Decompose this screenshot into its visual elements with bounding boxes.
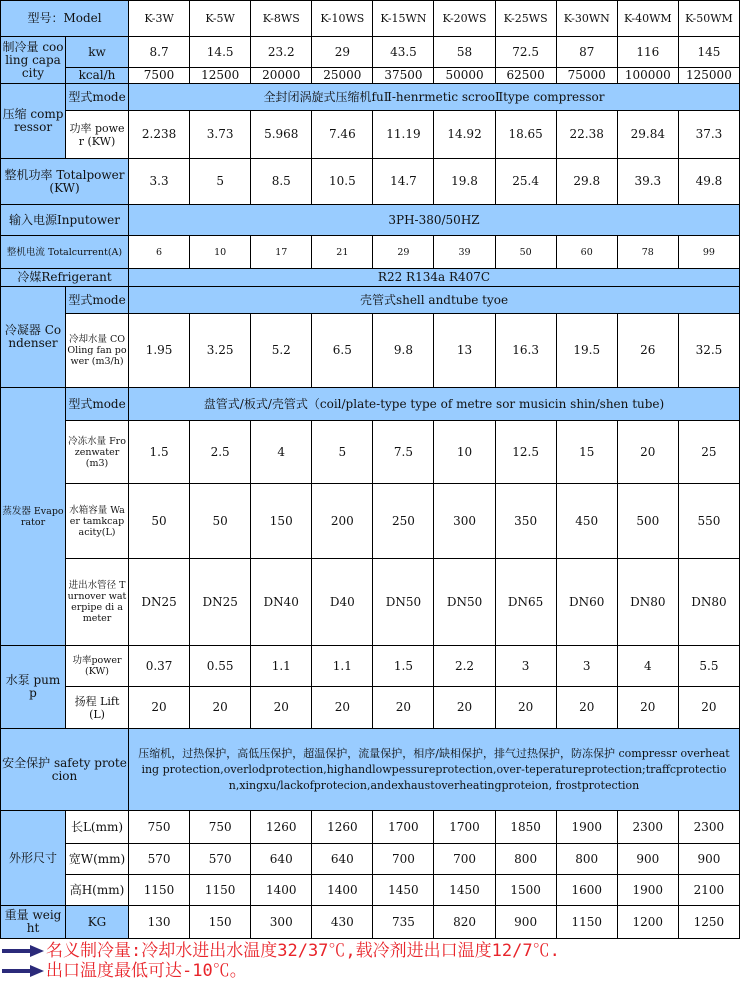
row-label: 整机电流 Totalcurrent(A)	[1, 236, 129, 269]
value-cell: 1700	[373, 811, 434, 844]
value-cell: 11.19	[373, 111, 434, 159]
note-text: 名义制冷量:冷却水进出水温度32/37℃,载冷剂进出口温度12/7℃.	[46, 941, 560, 961]
value-cell: 15	[556, 421, 617, 484]
value-cell: 43.5	[373, 37, 434, 68]
model-header: K-40WM	[617, 1, 678, 37]
value-cell: 116	[617, 37, 678, 68]
row-label: 型号：Model	[1, 1, 129, 37]
input-power-row	[1, 205, 740, 236]
value-cell: 16.3	[495, 314, 556, 388]
condenser-mode-row	[1, 287, 740, 314]
value-cell: 1400	[312, 875, 373, 906]
value-cell: 750	[129, 811, 190, 844]
value-cell: 1400	[251, 875, 312, 906]
row-label: 制冷量 cooling capacity	[1, 37, 66, 84]
value-cell: 450	[556, 484, 617, 559]
value-cell: 20000	[251, 68, 312, 84]
height-row	[1, 875, 740, 906]
model-header: K-30WN	[556, 1, 617, 37]
value-cell: 18.65	[495, 111, 556, 159]
value-cell: 200	[312, 484, 373, 559]
value-cell: DN80	[678, 559, 739, 646]
value-cell: 12500	[190, 68, 251, 84]
value-cell: 3	[495, 646, 556, 687]
value-cell: 5	[312, 421, 373, 484]
compressor-mode-row	[1, 84, 740, 111]
sub-label: 型式mode	[66, 84, 129, 111]
sub-label: 宽W(mm)	[66, 844, 129, 875]
value-cell: 1200	[617, 906, 678, 939]
value-cell: 37500	[373, 68, 434, 84]
value-cell: 20	[556, 687, 617, 729]
value-cell: 1900	[556, 811, 617, 844]
value-cell: 5.968	[251, 111, 312, 159]
value-cell: DN80	[617, 559, 678, 646]
value-cell: 6	[129, 236, 190, 269]
condenser-water-row	[1, 314, 740, 388]
span-value: 全封闭涡旋式压缩机fuⅡ-henrmetic scrooⅡtype compressor	[129, 84, 740, 111]
value-cell: DN65	[495, 559, 556, 646]
value-cell: 570	[129, 844, 190, 875]
value-cell: 39.3	[617, 159, 678, 205]
value-cell: 49.8	[678, 159, 739, 205]
value-cell: 3.3	[129, 159, 190, 205]
compressor-power-row	[1, 111, 740, 159]
pump-power-row	[1, 646, 740, 687]
value-cell: 1450	[434, 875, 495, 906]
span-value: 盘管式/板式/壳管式（coil/plate-type type of metre sor musicin shin/shen tube)	[129, 388, 740, 421]
sub-label: 型式mode	[66, 388, 129, 421]
sub-label: 功率 power (KW)	[66, 111, 129, 159]
value-cell: 19.8	[434, 159, 495, 205]
value-cell: 14.7	[373, 159, 434, 205]
safety-row	[1, 729, 740, 811]
value-cell: 250	[373, 484, 434, 559]
value-cell: 50	[190, 484, 251, 559]
value-cell: 145	[678, 37, 739, 68]
value-cell: 1900	[617, 875, 678, 906]
value-cell: 23.2	[251, 37, 312, 68]
value-cell: 100000	[617, 68, 678, 84]
value-cell: 1600	[556, 875, 617, 906]
value-cell: 39	[434, 236, 495, 269]
value-cell: 19.5	[556, 314, 617, 388]
value-cell: 800	[556, 844, 617, 875]
value-cell: DN25	[129, 559, 190, 646]
value-cell: 150	[190, 906, 251, 939]
row-label: 重量 weight	[1, 906, 66, 939]
width-row	[1, 844, 740, 875]
value-cell: 1150	[129, 875, 190, 906]
value-cell: 1700	[434, 811, 495, 844]
value-cell: 20	[678, 687, 739, 729]
value-cell: 37.3	[678, 111, 739, 159]
model-row	[1, 1, 740, 37]
value-cell: 87	[556, 37, 617, 68]
value-cell: DN40	[251, 559, 312, 646]
value-cell: 2.2	[434, 646, 495, 687]
model-header: K-15WN	[373, 1, 434, 37]
value-cell: 640	[251, 844, 312, 875]
value-cell: 7.5	[373, 421, 434, 484]
value-cell: 50000	[434, 68, 495, 84]
value-cell: 1250	[678, 906, 739, 939]
value-cell: 29.8	[556, 159, 617, 205]
value-cell: 20	[617, 421, 678, 484]
value-cell: 820	[434, 906, 495, 939]
value-cell: 800	[495, 844, 556, 875]
arrow-right-icon	[0, 965, 44, 977]
value-cell: 0.37	[129, 646, 190, 687]
value-cell: 1260	[251, 811, 312, 844]
value-cell: 735	[373, 906, 434, 939]
model-header: K-5W	[190, 1, 251, 37]
value-cell: 5	[190, 159, 251, 205]
value-cell: 900	[495, 906, 556, 939]
value-cell: 29.84	[617, 111, 678, 159]
value-cell: 20	[312, 687, 373, 729]
sub-label: 冷却水量 COOling fan power (m3/h)	[66, 314, 129, 388]
value-cell: 10	[434, 421, 495, 484]
value-cell: 1500	[495, 875, 556, 906]
value-cell: 10	[190, 236, 251, 269]
row-label: 压缩 comp ressor	[1, 84, 66, 159]
span-value: 压缩机，过热保护，高低压保护，超温保护，流量保护，相序/缺相保护，排气过热保护，防冻保护 compressr overheating protection,overlodprotection,highandlowpessureprotection,over-teperatureprotection;traffcprotection,xingxu/lackofprotecion,andexhaustoverheatingproteion, frostprotection	[129, 729, 740, 811]
value-cell: 8.5	[251, 159, 312, 205]
sub-label: 水箱容量 Waer tamkcapacity(L)	[66, 484, 129, 559]
span-value: 壳管式shell andtube tyoe	[129, 287, 740, 314]
value-cell: 20	[617, 687, 678, 729]
value-cell: 13	[434, 314, 495, 388]
value-cell: DN50	[434, 559, 495, 646]
row-label: 水泵 pump	[1, 646, 66, 729]
value-cell: 25	[678, 421, 739, 484]
evaporator-frozen-row	[1, 421, 740, 484]
value-cell: 20	[495, 687, 556, 729]
value-cell: 20	[129, 687, 190, 729]
value-cell: 14.5	[190, 37, 251, 68]
value-cell: 17	[251, 236, 312, 269]
weight-row	[1, 906, 740, 939]
value-cell: 1260	[312, 811, 373, 844]
value-cell: 25.4	[495, 159, 556, 205]
value-cell: 5.2	[251, 314, 312, 388]
value-cell: 4	[251, 421, 312, 484]
value-cell: 750	[190, 811, 251, 844]
sub-label: kw	[66, 37, 129, 68]
row-label: 外形尺寸	[1, 811, 66, 906]
value-cell: 700	[434, 844, 495, 875]
note-line	[0, 961, 740, 981]
value-cell: 550	[678, 484, 739, 559]
value-cell: 62500	[495, 68, 556, 84]
value-cell: 12.5	[495, 421, 556, 484]
value-cell: 300	[434, 484, 495, 559]
value-cell: DN50	[373, 559, 434, 646]
value-cell: 1.5	[129, 421, 190, 484]
value-cell: 3.25	[190, 314, 251, 388]
value-cell: 1.5	[373, 646, 434, 687]
value-cell: 1150	[190, 875, 251, 906]
value-cell: 1150	[556, 906, 617, 939]
value-cell: 58	[434, 37, 495, 68]
value-cell: 500	[617, 484, 678, 559]
sub-label: 型式mode	[66, 287, 129, 314]
value-cell: 3.73	[190, 111, 251, 159]
value-cell: 2100	[678, 875, 739, 906]
evaporator-tank-row	[1, 484, 740, 559]
value-cell: 29	[312, 37, 373, 68]
value-cell: 5.5	[678, 646, 739, 687]
value-cell: 150	[251, 484, 312, 559]
value-cell: 1.1	[312, 646, 373, 687]
value-cell: DN60	[556, 559, 617, 646]
value-cell: 570	[190, 844, 251, 875]
value-cell: 300	[251, 906, 312, 939]
sub-label: KG	[66, 906, 129, 939]
refrigerant-row	[1, 269, 740, 287]
value-cell: 50	[129, 484, 190, 559]
value-cell: 1.1	[251, 646, 312, 687]
value-cell: 7.46	[312, 111, 373, 159]
value-cell: 700	[373, 844, 434, 875]
value-cell: 21	[312, 236, 373, 269]
sub-label: 冷冻水量 Frozenwater (m3)	[66, 421, 129, 484]
row-label: 冷凝器 Condenser	[1, 287, 66, 388]
model-header: K-8WS	[251, 1, 312, 37]
value-cell: 2300	[678, 811, 739, 844]
note-line	[0, 941, 740, 961]
length-row	[1, 811, 740, 844]
row-label: 输入电源Inputower	[1, 205, 129, 236]
value-cell: 8.7	[129, 37, 190, 68]
value-cell: 20	[251, 687, 312, 729]
value-cell: D40	[312, 559, 373, 646]
cooling-kcal-row	[1, 68, 740, 84]
note-text: 出口温度最低可达-10℃。	[46, 961, 247, 981]
row-label: 蒸发器 Evaporator	[1, 388, 66, 646]
sub-label: 扬程 Lift(L)	[66, 687, 129, 729]
value-cell: 350	[495, 484, 556, 559]
row-label: 冷媒Refrigerant	[1, 269, 129, 287]
model-header: K-20WS	[434, 1, 495, 37]
value-cell: 7500	[129, 68, 190, 84]
value-cell: 1450	[373, 875, 434, 906]
model-header: K-10WS	[312, 1, 373, 37]
value-cell: 32.5	[678, 314, 739, 388]
value-cell: 99	[678, 236, 739, 269]
evaporator-mode-row	[1, 388, 740, 421]
cooling-kw-row	[1, 37, 740, 68]
row-label: 安全保护 safety protecion	[1, 729, 129, 811]
value-cell: 10.5	[312, 159, 373, 205]
value-cell: 1.95	[129, 314, 190, 388]
value-cell: 2300	[617, 811, 678, 844]
model-header: K-3W	[129, 1, 190, 37]
sub-label: 高H(mm)	[66, 875, 129, 906]
value-cell: 2.238	[129, 111, 190, 159]
value-cell: 9.8	[373, 314, 434, 388]
value-cell: 75000	[556, 68, 617, 84]
total-power-row	[1, 159, 740, 205]
pump-lift-row	[1, 687, 740, 729]
value-cell: 14.92	[434, 111, 495, 159]
row-label: 整机功率 Totalpower (KW)	[1, 159, 129, 205]
value-cell: 900	[617, 844, 678, 875]
value-cell: 20	[434, 687, 495, 729]
value-cell: DN25	[190, 559, 251, 646]
sub-label: 进出水管径 Turnover waterpipe di ameter	[66, 559, 129, 646]
value-cell: 125000	[678, 68, 739, 84]
value-cell: 60	[556, 236, 617, 269]
model-header: K-50WM	[678, 1, 739, 37]
sub-label: 功率power (KW)	[66, 646, 129, 687]
notes	[0, 939, 740, 981]
value-cell: 26	[617, 314, 678, 388]
total-current-row	[1, 236, 740, 269]
value-cell: 2.5	[190, 421, 251, 484]
value-cell: 72.5	[495, 37, 556, 68]
value-cell: 0.55	[190, 646, 251, 687]
sub-label: 长L(mm)	[66, 811, 129, 844]
value-cell: 130	[129, 906, 190, 939]
value-cell: 6.5	[312, 314, 373, 388]
model-header: K-25WS	[495, 1, 556, 37]
sub-label: kcal/h	[66, 68, 129, 84]
value-cell: 900	[678, 844, 739, 875]
value-cell: 29	[373, 236, 434, 269]
value-cell: 50	[495, 236, 556, 269]
value-cell: 3	[556, 646, 617, 687]
arrow-right-icon	[0, 945, 44, 957]
span-value: 3PH-380/50HZ	[129, 205, 740, 236]
value-cell: 430	[312, 906, 373, 939]
value-cell: 4	[617, 646, 678, 687]
span-value: R22 R134a R407C	[129, 269, 740, 287]
value-cell: 78	[617, 236, 678, 269]
value-cell: 20	[373, 687, 434, 729]
value-cell: 25000	[312, 68, 373, 84]
value-cell: 640	[312, 844, 373, 875]
value-cell: 22.38	[556, 111, 617, 159]
value-cell: 20	[190, 687, 251, 729]
value-cell: 1850	[495, 811, 556, 844]
evaporator-pipe-row	[1, 559, 740, 646]
